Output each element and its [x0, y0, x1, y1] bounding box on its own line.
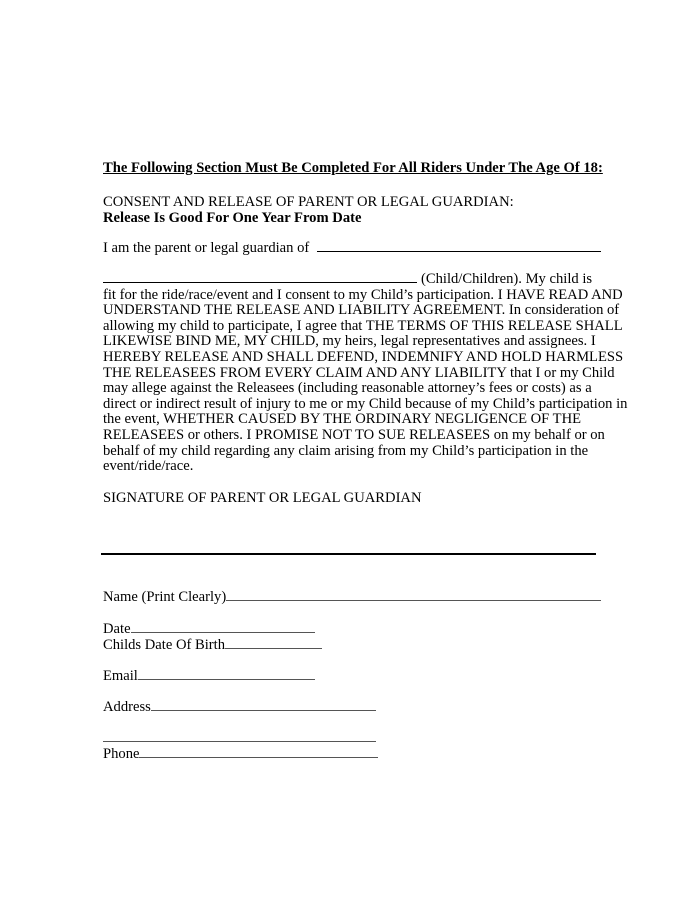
- email-label: Email: [103, 668, 138, 684]
- body-line: THE RELEASEES FROM EVERY CLAIM AND ANY LIABILITY that I or my Child: [103, 364, 615, 381]
- body-line: HEREBY RELEASE AND SHALL DEFEND, INDEMNIFY AND HOLD HARMLESS: [103, 348, 624, 365]
- child-dob-blank[interactable]: [225, 635, 322, 649]
- body-line: behalf of my child regarding any claim arising from my Child’s participation in the: [103, 442, 589, 459]
- child-name-blank-2[interactable]: [103, 270, 417, 283]
- child-name-blank[interactable]: [317, 239, 601, 252]
- body-line: RELEASEES or others. I PROMISE NOT TO SUE RELEASEES on my behalf or on: [103, 426, 605, 443]
- body-line: direct or indirect result of injury to me or my Child because of my Child’s participation in: [103, 395, 628, 412]
- address-blank-2[interactable]: [103, 728, 376, 742]
- child-dob-field: [103, 635, 322, 654]
- date-blank[interactable]: [131, 619, 315, 633]
- name-field: [103, 587, 601, 606]
- body-line: allowing my child to participate, I agree that THE TERMS OF THIS RELEASE SHALL: [103, 317, 623, 334]
- email-field: [103, 666, 315, 685]
- email-blank[interactable]: [138, 666, 315, 680]
- phone-label: Phone: [103, 746, 140, 762]
- section-heading: The Following Section Must Be Completed For All Riders Under The Age Of 18:: [103, 160, 603, 176]
- release-body-paragraph: [103, 270, 628, 475]
- phone-blank[interactable]: [139, 744, 378, 758]
- address-label: Address: [103, 699, 151, 715]
- guardian-of-label: I am the parent or legal guardian of: [103, 240, 310, 256]
- name-label: Name (Print Clearly): [103, 589, 227, 605]
- name-blank[interactable]: [226, 587, 601, 601]
- child-dob-label: Childs Date Of Birth: [103, 637, 226, 653]
- guardian-of-line: [103, 239, 601, 257]
- address-field: [103, 697, 376, 716]
- body-line: event/ride/race.: [103, 458, 194, 475]
- signature-label: SIGNATURE OF PARENT OR LEGAL GUARDIAN: [103, 490, 422, 506]
- body-line: may allege against the Releasees (including reasonable attorney’s fees or costs) as a: [103, 380, 592, 397]
- release-validity-note: Release Is Good For One Year From Date: [103, 210, 362, 226]
- consent-title: CONSENT AND RELEASE OF PARENT OR LEGAL GUARDIAN:: [103, 194, 514, 210]
- signature-line[interactable]: [101, 553, 596, 555]
- body-line: the event, WHETHER CAUSED BY THE ORDINARY NEGLIGENCE OF THE: [103, 411, 582, 428]
- address-blank[interactable]: [151, 697, 376, 711]
- body-line: UNDERSTAND THE RELEASE AND LIABILITY AGREEMENT. In consideration of: [103, 302, 620, 319]
- body-line: LIKEWISE BIND ME, MY CHILD, my heirs, legal representatives and assignees. I: [103, 333, 596, 350]
- date-label: Date: [103, 621, 131, 637]
- body-line: (Child/Children). My child is: [103, 270, 599, 288]
- phone-field: [103, 744, 378, 763]
- body-line: fit for the ride/race/event and I consent to my Child’s participation. I HAVE READ AND: [103, 286, 623, 303]
